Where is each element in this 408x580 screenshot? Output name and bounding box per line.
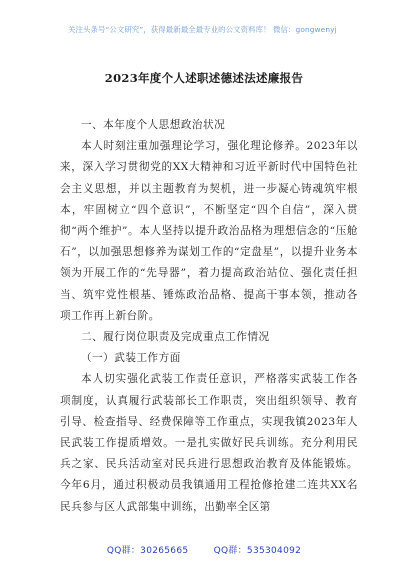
- document-body: [60, 115, 358, 518]
- paragraph-2: 本人切实强化武装工作责任意识，严格落实武装工作各项制度，认真履行武装部长工作职责，突出组织领导、教育引导、检查指导、经费保障等工作重点，实现我镇2023年人民武装工作提质增效。一是扎实做好民兵训练。充分利用民兵之家、民兵活动室对民兵进行思想政治教育及体能锻炼。今年6月，通过积极动员我镇通用工程抢修抢建二连共XX名民兵参与区人武部集中训练，出勤率全区第: [60, 373, 358, 513]
- footer-contacts: [0, 543, 408, 556]
- section-heading-2: 二、履行岗位职责及完成重点工作情况: [81, 331, 270, 344]
- header-banner: 关注头条号“公文研究”，获得最新最全最专业的公文资料库！ 微信：gongwenyj: [68, 25, 337, 34]
- document-title: 2023年度个人述职述德述法述廉报告: [104, 71, 304, 85]
- footer-qq-group-1: QQ群：30265665: [106, 546, 189, 556]
- section-heading-1: 一、本年度个人思想政治状况: [81, 119, 226, 131]
- subsection-heading-1: （一）武装工作方面: [81, 352, 181, 365]
- footer-qq-group-2: QQ群：535304092: [213, 546, 302, 556]
- paragraph-1: 本人时刻注重加强理论学习，强化理论修养。2023年以来，深入学习贯彻党的XX大精神和习近平新时代中国特色社会主义思想，并以主题教育为契机，进一步凝心铸魂筑牢根本，牢固树立“四个意识”，不断坚定“四个自信”，深入贯彻“两个维护”。本人坚持以提升政治品格为理想信念的“压舱石”，以加强思想修养为谋划工作的“定盘星”，以提升业务本领为开展工作的“先导器”，着力提高政治站位、强化责任担当、筑牢党性根基、锤炼政治品格、提高干事本领，推动各项工作再上新台阶。: [60, 140, 358, 322]
